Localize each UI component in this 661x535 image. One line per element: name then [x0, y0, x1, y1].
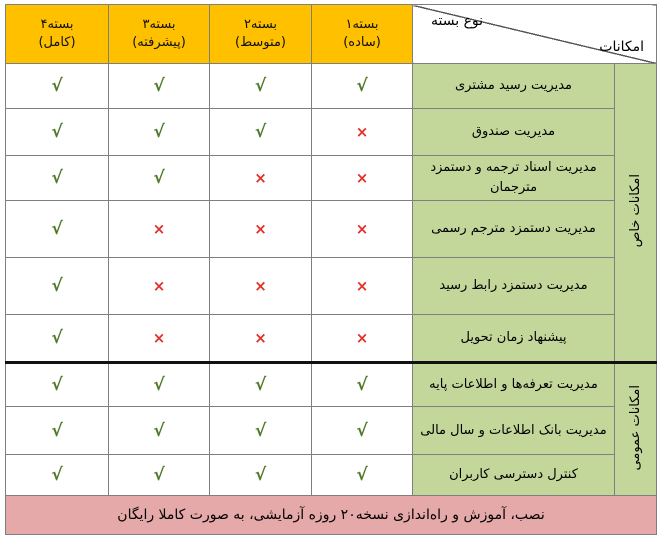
cross-mark-icon: × [210, 201, 312, 258]
feature-row [6, 363, 657, 407]
feature-row [6, 407, 657, 455]
cross-mark-icon: × [210, 156, 312, 201]
feature-row [6, 258, 657, 315]
cross-mark-icon: × [312, 201, 413, 258]
cross-mark-icon: × [312, 156, 413, 201]
feature-rows [6, 64, 657, 496]
check-mark-icon: √ [109, 455, 210, 496]
corner-header [413, 5, 657, 64]
header-row [6, 5, 657, 64]
package-4-level: (کامل) [38, 35, 76, 50]
check-mark-icon: √ [210, 455, 312, 496]
check-mark-icon: √ [6, 407, 109, 455]
feature-name: مدیریت دستمزد مترجم رسمی [413, 201, 615, 258]
package-3-header [109, 5, 210, 64]
package-1-name: بسته۱ [345, 17, 379, 32]
check-mark-icon: √ [109, 363, 210, 407]
package-comparison-table [5, 4, 657, 535]
feature-name: کنترل دسترسی کاربران [413, 455, 615, 496]
feature-row [6, 455, 657, 496]
package-type-label: نوع بسته [431, 13, 484, 29]
cross-mark-icon: × [109, 315, 210, 363]
check-mark-icon: √ [312, 407, 413, 455]
check-mark-icon: √ [210, 407, 312, 455]
package-3-name: بسته۳ [142, 17, 176, 32]
feature-name: پیشنهاد زمان تحویل [413, 315, 615, 363]
check-mark-icon: √ [109, 109, 210, 156]
cross-mark-icon: × [109, 258, 210, 315]
check-mark-icon: √ [312, 64, 413, 109]
feature-row [6, 315, 657, 363]
check-mark-icon: √ [312, 363, 413, 407]
check-mark-icon: √ [6, 363, 109, 407]
feature-name: مدیریت تعرفه‌ها و اطلاعات پایه [413, 363, 615, 407]
check-mark-icon: √ [6, 258, 109, 315]
check-mark-icon: √ [6, 156, 109, 201]
feature-group-text: امکانات خاص [628, 173, 643, 248]
feature-row [6, 156, 657, 201]
feature-group-label [615, 363, 657, 496]
package-3-level: (پیشرفته) [132, 35, 186, 50]
feature-name: مدیریت رسید مشتری [413, 64, 615, 109]
check-mark-icon: √ [6, 64, 109, 109]
feature-name: مدیریت دستمزد رابط رسید [413, 258, 615, 315]
free-install-note: نصب، آموزش و راه‌اندازی نسخه۲۰ روزه آزمایشی، به صورت کاملا رایگان [6, 496, 657, 535]
cross-mark-icon: × [210, 315, 312, 363]
check-mark-icon: √ [6, 201, 109, 258]
check-mark-icon: √ [6, 455, 109, 496]
feature-name: مدیریت صندوق [413, 109, 615, 156]
check-mark-icon: √ [210, 363, 312, 407]
check-mark-icon: √ [109, 64, 210, 109]
package-4-name: بسته۴ [40, 17, 74, 32]
feature-group-label [615, 64, 657, 363]
check-mark-icon: √ [109, 407, 210, 455]
package-2-name: بسته۲ [243, 17, 278, 32]
feature-row [6, 201, 657, 258]
features-label: امکانات [599, 39, 644, 55]
cross-mark-icon: × [312, 109, 413, 156]
package-4-header [6, 5, 109, 64]
feature-row [6, 64, 657, 109]
cross-mark-icon: × [109, 201, 210, 258]
cross-mark-icon: × [210, 258, 312, 315]
cross-mark-icon: × [312, 258, 413, 315]
package-2-header [210, 5, 312, 64]
check-mark-icon: √ [210, 64, 312, 109]
package-2-level: (متوسط) [235, 35, 286, 50]
check-mark-icon: √ [210, 109, 312, 156]
package-1-level: (ساده) [343, 35, 381, 50]
footer-row [6, 496, 657, 535]
feature-row [6, 109, 657, 156]
check-mark-icon: √ [109, 156, 210, 201]
check-mark-icon: √ [312, 455, 413, 496]
check-mark-icon: √ [6, 315, 109, 363]
feature-name: مدیریت اسناد ترجمه و دستمزد مترجمان [413, 156, 615, 201]
check-mark-icon: √ [6, 109, 109, 156]
feature-group-text: امکانات عمومی [628, 384, 643, 471]
package-1-header [312, 5, 413, 64]
feature-name: مدیریت بانک اطلاعات و سال مالی [413, 407, 615, 455]
cross-mark-icon: × [312, 315, 413, 363]
